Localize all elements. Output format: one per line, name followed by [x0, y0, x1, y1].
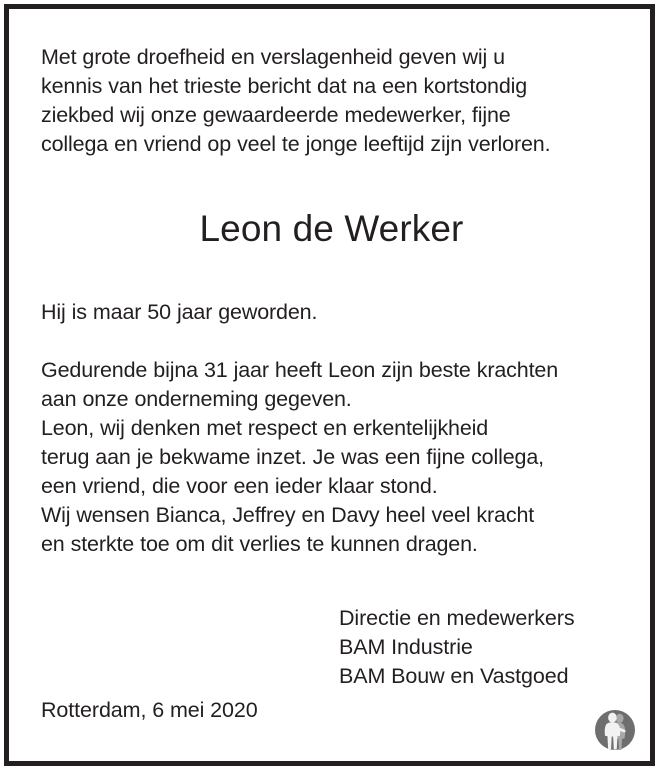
intro-paragraph: [41, 43, 622, 159]
embracing-figures-logo: [591, 706, 639, 754]
tribute-line-1: Gedurende bijna 31 jaar heeft Leon zijn beste krachten: [41, 358, 559, 382]
age-line: Hij is maar 50 jaar geworden.: [41, 300, 318, 324]
place-and-date: Rotterdam, 6 mei 2020: [41, 698, 258, 722]
deceased-name: Leon de Werker: [199, 208, 464, 249]
signature-line-authors: Directie en medewerkers: [339, 606, 575, 630]
intro-line-2: kennis van het trieste bericht dat na een kortstondig: [41, 74, 528, 98]
tribute-line-3: Leon, wij denken met respect en erkentelijkheid: [41, 416, 489, 440]
intro-line-1: Met grote droefheid en verslagenheid geven wij u: [41, 45, 505, 69]
tribute-line-6: Wij wensen Bianca, Jeffrey en Davy heel veel kracht: [41, 503, 535, 527]
tribute-line-7: en sterkte toe om dit verlies te kunnen dragen.: [41, 532, 478, 556]
obituary-notice-card: [4, 4, 655, 766]
tribute-paragraph: [41, 356, 622, 559]
embracing-figures-logo-icon: [591, 706, 639, 754]
notice-content: [9, 9, 650, 761]
intro-line-3: ziekbed wij onze gewaardeerde medewerker, fijne: [41, 103, 511, 127]
tribute-line-2: aan onze onderneming gegeven.: [41, 387, 352, 411]
signature-line-company-2: BAM Bouw en Vastgoed: [339, 664, 569, 688]
tribute-line-5: een vriend, die voor een ieder klaar stond.: [41, 474, 438, 498]
signature-line-company-1: BAM Industrie: [339, 635, 473, 659]
signature-block: [41, 604, 622, 691]
tribute-line-4: terug aan je bekwame inzet. Je was een fijne collega,: [41, 445, 544, 469]
intro-line-4: collega en vriend op veel te jonge leeftijd zijn verloren.: [41, 132, 551, 156]
